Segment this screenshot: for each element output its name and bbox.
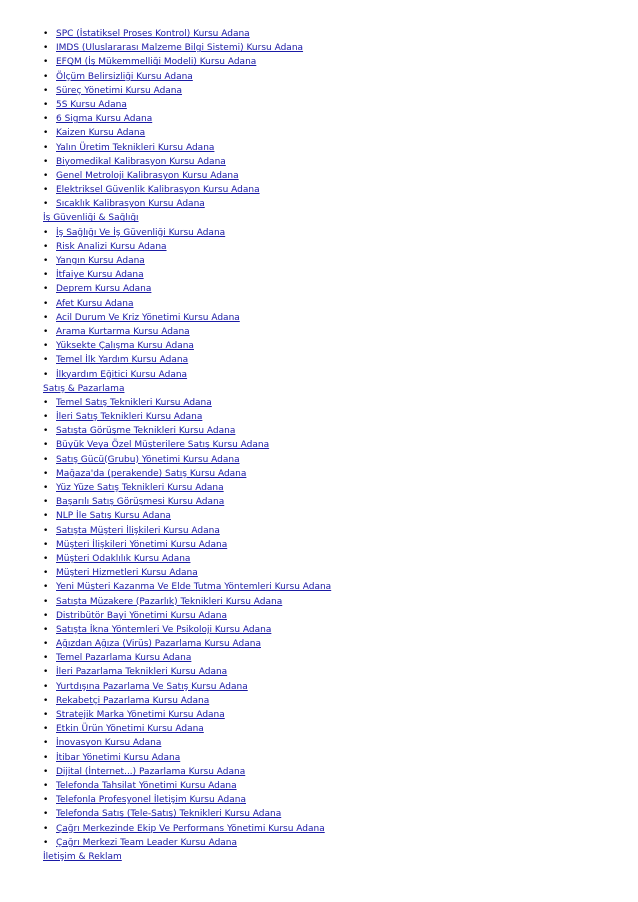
- list-item: [43, 226, 638, 240]
- list-item: [43, 126, 638, 140]
- course-link[interactable]: Kaizen Kursu Adana: [56, 128, 146, 139]
- bullet-icon: •: [43, 114, 49, 125]
- list-item: [43, 424, 638, 438]
- course-link[interactable]: Telefonda Tahsilat Yönetimi Kursu Adana: [56, 780, 237, 791]
- course-link[interactable]: Satışta Müzakere (Pazarlık) Teknikleri Kursu Adana: [56, 596, 283, 607]
- list-item: [43, 339, 638, 353]
- course-link[interactable]: Etkin Ürün Yönetimi Kursu Adana: [56, 724, 204, 735]
- list-item: [43, 665, 638, 679]
- bullet-icon: •: [43, 837, 49, 848]
- list-item: [43, 538, 638, 552]
- bullet-icon: •: [43, 284, 49, 295]
- course-link[interactable]: Distribütör Bayi Yönetimi Kursu Adana: [56, 610, 228, 621]
- bullet-icon: •: [43, 766, 49, 777]
- list-item: [43, 694, 638, 708]
- category-heading-link[interactable]: İletişim & Reklam: [43, 851, 122, 862]
- list-item: [43, 467, 638, 481]
- list-item: [43, 722, 638, 736]
- course-link[interactable]: IMDS (Uluslararası Malzeme Bilgi Sistemi) Kursu Adana: [56, 43, 304, 54]
- list-item: [43, 651, 638, 665]
- course-link[interactable]: Yeni Müşteri Kazanma Ve Elde Tutma Yöntemleri Kursu Adana: [56, 582, 332, 593]
- bullet-icon: •: [43, 185, 49, 196]
- list-item: [43, 438, 638, 452]
- course-link[interactable]: Sıcaklık Kalibrasyon Kursu Adana: [56, 199, 205, 210]
- list-item: [43, 736, 638, 750]
- course-link[interactable]: Temel Pazarlama Kursu Adana: [56, 653, 192, 664]
- list-item: [43, 197, 638, 211]
- bullet-icon: •: [43, 511, 49, 522]
- course-link[interactable]: Büyük Veya Özel Müşterilere Satış Kursu Adana: [56, 440, 270, 451]
- bullet-icon: •: [43, 454, 49, 465]
- list-item: [43, 822, 638, 836]
- list-item: [43, 268, 638, 282]
- list-item: [43, 708, 638, 722]
- list-item: [43, 793, 638, 807]
- course-link[interactable]: İş Sağlığı Ve İş Güvenliği Kursu Adana: [56, 227, 226, 238]
- course-link[interactable]: Temel İlk Yardım Kursu Adana: [56, 355, 189, 366]
- bullet-icon: •: [43, 43, 49, 54]
- bullet-icon: •: [43, 341, 49, 352]
- list-item: [43, 84, 638, 98]
- course-link[interactable]: Satışta İkna Yöntemleri Ve Psikoloji Kursu Adana: [56, 624, 272, 635]
- course-link[interactable]: Yurtdışına Pazarlama Ve Satış Kursu Adana: [56, 681, 248, 692]
- list-item: [43, 552, 638, 566]
- course-link[interactable]: Yangın Kursu Adana: [56, 256, 145, 266]
- bullet-icon: •: [43, 440, 49, 451]
- list-item: [43, 410, 638, 424]
- category-heading: [43, 211, 638, 225]
- course-link[interactable]: EFQM (İş Mükemmelliği Modeli) Kursu Adana: [56, 57, 257, 68]
- list-item: [43, 637, 638, 651]
- course-link[interactable]: Temel Satış Teknikleri Kursu Adana: [56, 397, 212, 408]
- bullet-icon: •: [43, 681, 49, 692]
- bullet-icon: •: [43, 326, 49, 337]
- course-link[interactable]: Arama Kurtarma Kursu Adana: [56, 326, 190, 337]
- course-link[interactable]: Deprem Kursu Adana: [56, 284, 152, 295]
- course-link[interactable]: İtfaiye Kursu Adana: [56, 270, 144, 281]
- list-item: [43, 169, 638, 183]
- list-item: [43, 580, 638, 594]
- list-item: [43, 509, 638, 523]
- course-link[interactable]: İleri Pazarlama Teknikleri Kursu Adana: [56, 667, 228, 678]
- course-link[interactable]: Satışta Görüşme Teknikleri Kursu Adana: [56, 426, 236, 437]
- bullet-icon: •: [43, 752, 49, 763]
- bullet-icon: •: [43, 823, 49, 834]
- course-link[interactable]: Yalın Üretim Teknikleri Kursu Adana: [56, 142, 215, 153]
- list-item: [43, 70, 638, 84]
- bullet-icon: •: [43, 624, 49, 635]
- course-link[interactable]: Risk Analizi Kursu Adana: [56, 241, 167, 252]
- course-link[interactable]: Satış Gücü(Grubu) Yönetimi Kursu Adana: [56, 454, 240, 465]
- course-link[interactable]: Satışta Müşteri İlişkileri Kursu Adana: [56, 525, 220, 536]
- bullet-icon: •: [43, 667, 49, 678]
- bullet-icon: •: [43, 738, 49, 749]
- bullet-icon: •: [43, 312, 49, 323]
- list-item: [43, 183, 638, 197]
- list-item: [43, 55, 638, 69]
- list-item: [43, 807, 638, 821]
- course-link[interactable]: SPC (İstatiksel Proses Kontrol) Kursu Adana: [56, 29, 250, 39]
- bullet-icon: •: [43, 553, 49, 564]
- course-link[interactable]: Afet Kursu Adana: [56, 298, 134, 309]
- course-link[interactable]: Süreç Yönetimi Kursu Adana: [56, 85, 183, 96]
- course-link[interactable]: Dijital (İnternet...) Pazarlama Kursu Adana: [56, 766, 246, 777]
- bullet-icon: •: [43, 29, 49, 39]
- course-link[interactable]: Rekabetçi Pazarlama Kursu Adana: [56, 695, 210, 706]
- bullet-icon: •: [43, 355, 49, 366]
- bullet-icon: •: [43, 780, 49, 791]
- bullet-icon: •: [43, 71, 49, 82]
- course-link[interactable]: Biyomedikal Kalibrasyon Kursu Adana: [56, 156, 226, 167]
- course-link[interactable]: İtibar Yönetimi Kursu Adana: [56, 752, 181, 763]
- category-heading-link[interactable]: İş Güvenliği & Sağlığı: [43, 213, 139, 224]
- list-item: [43, 41, 638, 55]
- course-link[interactable]: İleri Satış Teknikleri Kursu Adana: [56, 412, 203, 423]
- bullet-icon: •: [43, 582, 49, 593]
- list-item: [43, 623, 638, 637]
- course-link[interactable]: İlkyardım Eğitici Kursu Adana: [56, 369, 188, 380]
- course-link[interactable]: NLP İle Satış Kursu Adana: [56, 511, 171, 522]
- list-item: [43, 453, 638, 467]
- course-link[interactable]: İnovasyon Kursu Adana: [56, 738, 162, 749]
- bullet-icon: •: [43, 57, 49, 68]
- course-link[interactable]: Çağrı Merkezi Team Leader Kursu Adana: [56, 837, 238, 848]
- bullet-icon: •: [43, 270, 49, 281]
- bullet-icon: •: [43, 412, 49, 423]
- course-link[interactable]: Çağrı Merkezinde Ekip Ve Performans Yönetimi Kursu Adana: [56, 823, 325, 834]
- course-link[interactable]: Stratejik Marka Yönetimi Kursu Adana: [56, 710, 225, 720]
- bullet-icon: •: [43, 468, 49, 479]
- bullet-icon: •: [43, 525, 49, 536]
- course-link[interactable]: Telefonla Profesyonel İletişim Kursu Adana: [56, 795, 247, 806]
- course-link[interactable]: Yüz Yüze Satış Teknikleri Kursu Adana: [56, 483, 224, 493]
- bullet-icon: •: [43, 142, 49, 153]
- course-link[interactable]: Telefonda Satış (Tele-Satış) Teknikleri Kursu Adana: [56, 809, 282, 820]
- list-item: [43, 368, 638, 382]
- list-item: [43, 297, 638, 311]
- list-item: [43, 155, 638, 169]
- bullet-icon: •: [43, 256, 49, 266]
- course-link[interactable]: Acil Durum Ve Kriz Yönetimi Kursu Adana: [56, 312, 240, 323]
- bullet-icon: •: [43, 497, 49, 508]
- course-link[interactable]: Yüksekte Çalışma Kursu Adana: [56, 341, 194, 352]
- bullet-icon: •: [43, 426, 49, 437]
- course-link[interactable]: Müşteri Odaklılık Kursu Adana: [56, 553, 191, 564]
- bullet-icon: •: [43, 241, 49, 252]
- bullet-icon: •: [43, 156, 49, 167]
- bullet-icon: •: [43, 199, 49, 210]
- bullet-icon: •: [43, 724, 49, 735]
- bullet-icon: •: [43, 170, 49, 181]
- bullet-icon: •: [43, 397, 49, 408]
- list-item: [43, 98, 638, 112]
- course-link[interactable]: Ölçüm Belirsizliği Kursu Adana: [56, 71, 193, 82]
- bullet-icon: •: [43, 809, 49, 820]
- list-item: [43, 325, 638, 339]
- list-item: [43, 680, 638, 694]
- list-item: [43, 751, 638, 765]
- course-link[interactable]: Ağızdan Ağıza (Virüs) Pazarlama Kursu Adana: [56, 639, 261, 650]
- bullet-icon: •: [43, 610, 49, 621]
- bullet-icon: •: [43, 298, 49, 309]
- bullet-icon: •: [43, 483, 49, 493]
- course-link[interactable]: Müşteri Hizmetleri Kursu Adana: [56, 568, 198, 579]
- list-item: [43, 311, 638, 325]
- bullet-icon: •: [43, 639, 49, 650]
- list-item: [43, 112, 638, 126]
- course-link[interactable]: 6 Sigma Kursu Adana: [56, 114, 153, 125]
- course-link[interactable]: Mağaza'da (perakende) Satış Kursu Adana: [56, 468, 247, 479]
- category-heading: [43, 850, 638, 864]
- bullet-icon: •: [43, 369, 49, 380]
- list-item: [43, 495, 638, 509]
- list-item: [43, 836, 638, 850]
- list-item: [43, 353, 638, 367]
- list-item: [43, 765, 638, 779]
- course-link[interactable]: 5S Kursu Adana: [56, 99, 127, 110]
- list-item: [43, 779, 638, 793]
- course-link[interactable]: Başarılı Satış Görüşmesi Kursu Adana: [56, 497, 225, 508]
- list-item: [43, 609, 638, 623]
- bullet-icon: •: [43, 128, 49, 139]
- list-item: [43, 27, 638, 41]
- bullet-icon: •: [43, 539, 49, 550]
- list-item: [43, 481, 638, 495]
- list-item: [43, 254, 638, 268]
- bullet-icon: •: [43, 99, 49, 110]
- course-link[interactable]: Elektriksel Güvenlik Kalibrasyon Kursu Adana: [56, 185, 260, 196]
- category-heading: [43, 382, 638, 396]
- list-item: [43, 566, 638, 580]
- list-item: [43, 396, 638, 410]
- list-item: [43, 141, 638, 155]
- list-item: [43, 282, 638, 296]
- course-link[interactable]: Müşteri İlişkileri Yönetimi Kursu Adana: [56, 539, 228, 550]
- list-item: [43, 524, 638, 538]
- list-item: [43, 595, 638, 609]
- bullet-icon: •: [43, 653, 49, 664]
- bullet-icon: •: [43, 596, 49, 607]
- bullet-icon: •: [43, 568, 49, 579]
- bullet-icon: •: [43, 695, 49, 706]
- bullet-icon: •: [43, 85, 49, 96]
- list-item: [43, 240, 638, 254]
- course-link[interactable]: Genel Metroloji Kalibrasyon Kursu Adana: [56, 170, 239, 181]
- bullet-icon: •: [43, 710, 49, 720]
- bullet-icon: •: [43, 795, 49, 806]
- category-heading-link[interactable]: Satış & Pazarlama: [43, 383, 125, 394]
- bullet-icon: •: [43, 227, 49, 238]
